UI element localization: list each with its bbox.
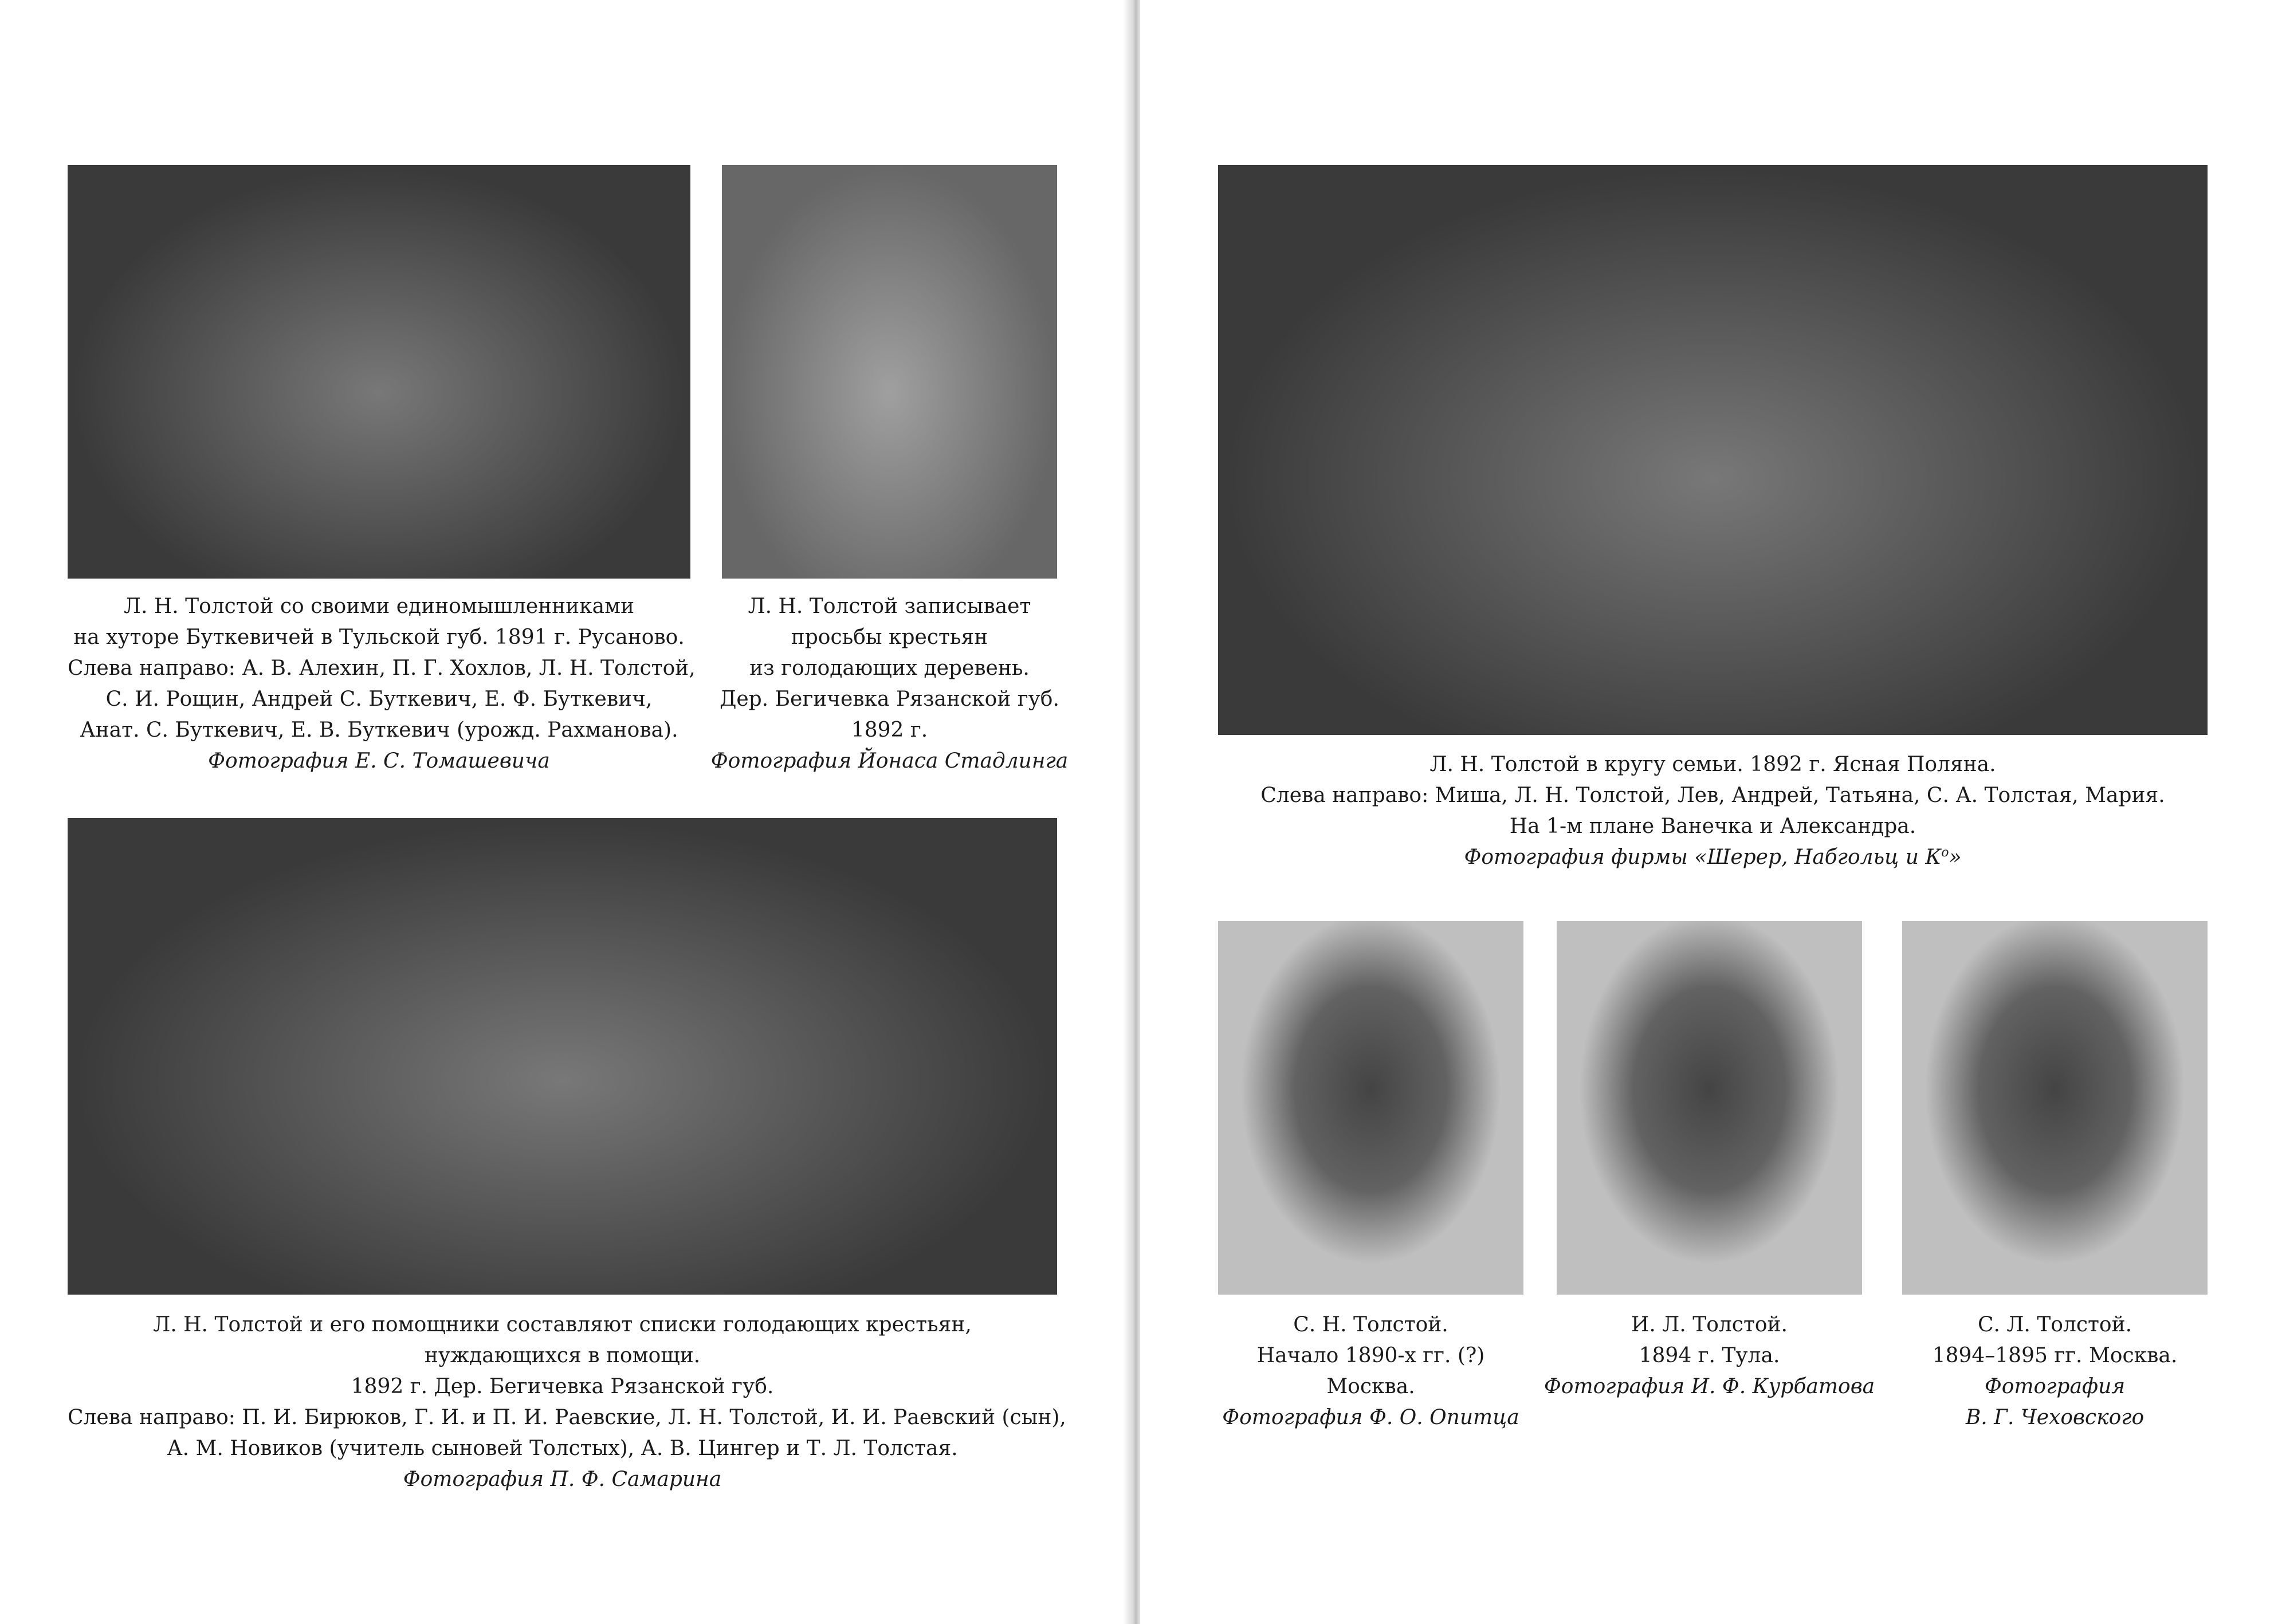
caption-line: на хуторе Буткевичей в Тульской губ. 1891 г. Русаново. [73,626,685,649]
caption-line: Москва. [1326,1375,1415,1398]
caption-photo-3 [68,1310,1066,1495]
photo-credit-text: Фотография фирмы «Шерер, Набгольц и К [1464,846,1942,869]
right-page [1140,0,2274,1624]
photo-credit: Фотография Е. С. Томашевича [208,749,550,773]
caption-line: 1894 г. Тула. [1639,1344,1780,1367]
portrait-s-n-tolstoy [1218,921,1523,1295]
caption-portrait-2 [1528,1310,1891,1402]
caption-line: Л. Н. Толстой и его помощники составляют списки голодающих крестьян, [153,1313,972,1336]
caption-line: Слева направо: А. В. Алехин, П. Г. Хохлов, Л. Н. Толстой, [68,656,696,680]
photo-credit: Фотография [1984,1375,2126,1398]
caption-line: Начало 1890-х гг. (?) [1256,1344,1485,1367]
portrait-i-l-tolstoy [1557,921,1862,1295]
caption-line: из голодающих деревень. [749,656,1030,680]
caption-line: На 1-м плане Ванечка и Александра. [1509,815,1916,838]
photo-tolstoy-like-minded-people [68,165,690,579]
caption-line: 1894–1895 гг. Москва. [1932,1344,2178,1367]
caption-line: 1892 г. Дер. Бегичевка Рязанской губ. [351,1375,774,1398]
photo-credit: Фотография И. Ф. Курбатова [1544,1375,1875,1398]
caption-photo-4 [1218,749,2208,873]
caption-line: С. И. Рощин, Андрей С. Буткевич, Е. Ф. Буткевич, [105,687,653,711]
caption-line: Слева направо: Миша, Л. Н. Толстой, Лев, Андрей, Татьяна, С. А. Толстая, Мария. [1260,784,2165,807]
photo-tolstoy-and-helpers [68,818,1057,1295]
photo-credit-superscript: о [1941,846,1949,860]
photo-credit: Фотография Ф. О. Опитца [1222,1406,1519,1429]
photo-credit [1218,842,2208,873]
caption-line: И. Л. Толстой. [1631,1313,1788,1336]
caption-line: просьбы крестьян [791,626,988,649]
caption-line: Дер. Бегичевка Рязанской губ. [720,687,1059,711]
photo-credit: Фотография Йонаса Стадлинга [710,749,1069,773]
caption-portrait-1 [1189,1310,1552,1433]
left-page [0,0,1132,1624]
caption-line: А. М. Новиков (учитель сыновей Толстых), А. В. Цингер и Т. Л. Толстая. [167,1437,958,1460]
photo-credit-end: » [1949,846,1962,869]
portrait-s-l-tolstoy [1902,921,2208,1295]
caption-line: Л. Н. Толстой со своими единомышленниками [123,595,635,618]
caption-line: С. Н. Толстой. [1293,1313,1448,1336]
caption-line: нуждающихся в помощи. [424,1344,701,1367]
photo-tolstoy-family [1218,165,2208,735]
caption-portrait-3 [1874,1310,2236,1433]
caption-line: Анат. С. Буткевич, Е. В. Буткевич (урожд. Рахманова). [80,718,678,742]
caption-photo-2 [710,591,1069,777]
caption-line: 1892 г. [851,718,928,742]
photo-tolstoy-writing-requests [722,165,1057,579]
photo-credit: В. Г. Чеховского [1965,1406,2145,1429]
caption-line: Слева направо: П. И. Бирюков, Г. И. и П. И. Раевские, Л. Н. Толстой, И. И. Раевский (сын), [68,1406,1066,1429]
photo-credit: Фотография П. Ф. Самарина [403,1468,722,1491]
caption-line: С. Л. Толстой. [1977,1313,2132,1336]
caption-line: Л. Н. Толстой записывает [748,595,1031,618]
caption-line: Л. Н. Толстой в кругу семьи. 1892 г. Ясная Поляна. [1429,753,1996,776]
caption-photo-1 [68,591,696,777]
